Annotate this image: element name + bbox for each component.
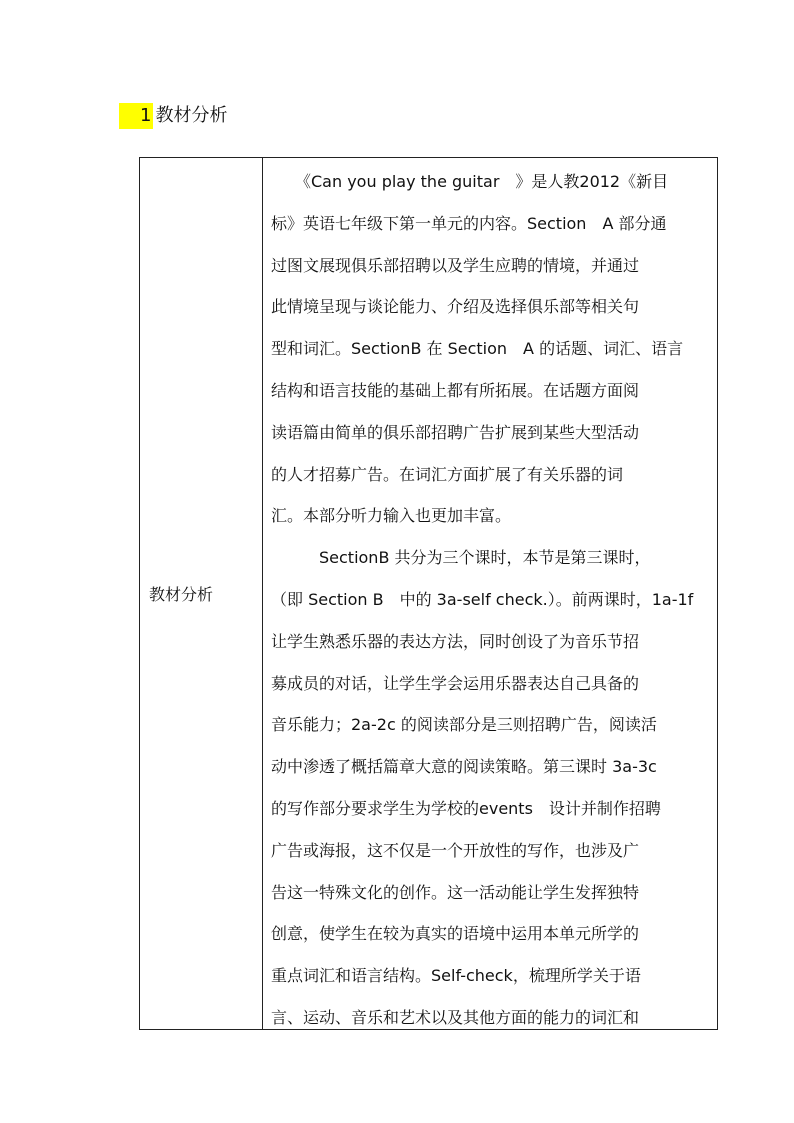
text-line: 过图文展现俱乐部招聘以及学生应聘的情境，并通过 (271, 255, 640, 275)
text-line: 型和词汇。SectionB 在 Section A 的话题、词汇、语言 (271, 339, 684, 359)
text-line: 此情境呈现与谈论能力、介绍及选择俱乐部等相关句 (271, 297, 640, 317)
text-line: 动中渗透了概括篇章大意的阅读策略。第三课时 3a-3c (271, 757, 657, 777)
text-line: SectionB 共分为三个课时，本节是第三课时， (271, 548, 651, 568)
text-line: 结构和语言技能的基础上都有所拓展。在话题方面阅 (271, 380, 640, 400)
text-line: 标》英语七年级下第一单元的内容。Section A 部分通 (271, 213, 667, 233)
text-line: 广告或海报，这不仅是一个开放性的写作，也涉及广 (271, 840, 640, 860)
table-label-cell: 教材分析 (140, 158, 263, 1029)
text-line: （即 Section B 中的 3a-self check.）。前两课时，1a-1f (271, 589, 694, 609)
section-title: 教材分析 (155, 105, 228, 126)
text-line: 创意，使学生在较为真实的语境中运用本单元所学的 (271, 924, 640, 944)
text-line: 重点词汇和语言结构。Self-check，梳理所学关于语 (271, 966, 641, 986)
text-line: 汇。本部分听力输入也更加丰富。 (271, 506, 512, 526)
section-heading (119, 103, 227, 129)
text-line: 募成员的对话，让学生学会运用乐器表达自己具备的 (271, 673, 640, 693)
text-line: 读语篇由简单的俱乐部招聘广告扩展到某些大型活动 (271, 422, 640, 442)
text-line: 告这一特殊文化的创作。这一活动能让学生发挥独特 (271, 882, 640, 902)
text-line: 言、运动、音乐和艺术以及其他方面的能力的词汇和 (271, 1007, 640, 1027)
text-line: 的人才招募广告。在词汇方面扩展了有关乐器的词 (271, 464, 624, 484)
analysis-table (139, 157, 718, 1030)
text-line: 《Can you play the guitar 》是人教2012《新目 (271, 172, 669, 191)
section-number: 1 (119, 103, 153, 129)
text-line: 的写作部分要求学生为学校的events 设计并制作招聘 (271, 798, 661, 818)
text-line: 让学生熟悉乐器的表达方法，同时创设了为音乐节招 (271, 631, 640, 651)
text-line: 音乐能力；2a-2c 的阅读部分是三则招聘广告，阅读活 (271, 715, 657, 735)
table-content-cell (263, 158, 717, 1029)
